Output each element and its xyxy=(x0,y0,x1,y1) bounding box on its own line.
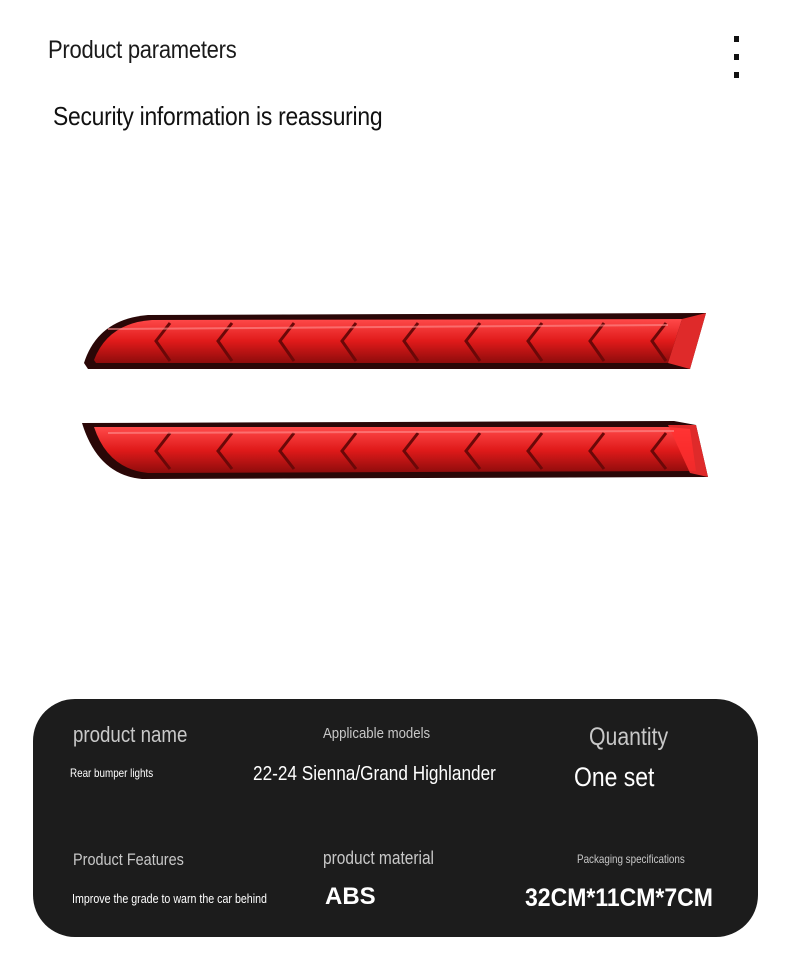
product-image xyxy=(78,305,714,490)
lower-lamp xyxy=(82,421,708,479)
product-material-value: ABS xyxy=(325,883,376,910)
product-name-value: Rear bumper lights xyxy=(70,766,154,780)
upper-lamp xyxy=(84,313,706,369)
quantity-label: Quantity xyxy=(589,723,669,751)
packaging-value: 32CM*11CM*7CM xyxy=(525,884,713,912)
product-material-label: product material xyxy=(323,848,434,868)
page-title: Product parameters xyxy=(48,36,237,64)
applicable-models-value: 22-24 Sienna/Grand Highlander xyxy=(253,763,496,785)
product-name-label: product name xyxy=(73,722,188,747)
quantity-value: One set xyxy=(574,762,655,792)
packaging-label: Packaging specifications xyxy=(577,852,685,866)
parameters-card xyxy=(33,699,758,937)
kebab-menu-icon[interactable] xyxy=(730,36,742,78)
product-features-label: Product Features xyxy=(73,850,184,869)
applicable-models-label: Applicable models xyxy=(323,725,431,742)
product-features-value: Improve the grade to warn the car behind xyxy=(72,891,267,906)
page-subtitle: Security information is reassuring xyxy=(53,101,383,131)
